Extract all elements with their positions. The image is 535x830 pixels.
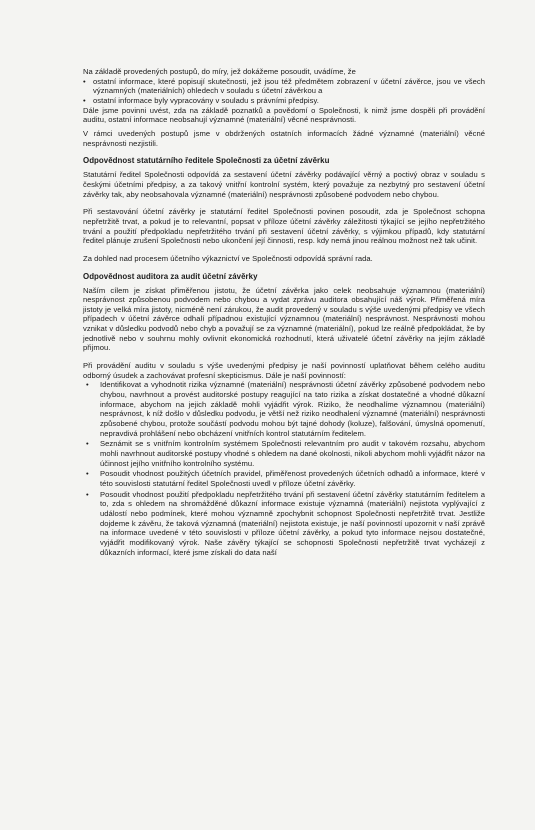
- list-item: • ostatní informace byly vypracovány v souladu s právními předpisy.: [83, 96, 485, 106]
- auditor-duties-list: [83, 380, 485, 557]
- auditor-paragraph-2: Při provádění auditu v souladu s výše uvedenými předpisy je naší povinností uplatňovat během celého auditu odborný úsudek a zachovávat profesní skepticismus. Dále je naší povinností:: [83, 361, 485, 380]
- list-item: • Posoudit vhodnost použití předpokladu nepřetržitého trvání při sestavení účetní závěrky statutárním ředitelem a to, zda s ohledem na shromážděné důkazní informace existuje významná (materiální) nejistota vyplývající z událostí nebo podmínek, které mohou významně zpochybnit schopnost Společnosti nepřetržitě trvat. Jestliže dojdeme k závěru, že taková významná (materiální) nejistota existuje, je naší povinností upozornit v naší zprávě na informace uvedené v této souvislosti v příloze účetní závěrky, a pokud tyto informace nejsou dostatečné, vyjádřit modifikovaný výrok. Naše závěry týkající se schopnosti Společnosti nepřetržitě trvat vycházejí z důkazních informací, které jsme získali do data naší: [83, 490, 485, 558]
- list-item: • Identifikovat a vyhodnotit rizika významné (materiální) nesprávnosti účetní závěrky způsobené podvodem nebo chybou, navrhnout a provést auditorské postupy reagující na tato rizika a získat dostatečné a vhodné důkazní informace, abychom na jejich základě mohli vyjádřit výrok. Riziko, že neodhalíme významnou (materiální) nesprávnost, k níž došlo v důsledku podvodu, je větší než riziko neodhalení významné (materiální) nesprávnosti způsobené chybou, protože součástí podvodu mohou být tajné dohody (koluze), falšování, úmyslná opomenutí, nepravdivá prohlášení nebo obcházení vnitřních kontrol statutárním ředitelem.: [83, 380, 485, 438]
- statutory-paragraph-2: Při sestavování účetní závěrky je statutární ředitel Společnosti povinen posoudit, zda je Společnost schopna nepřetržitě trvat, a pokud je to relevantní, popsat v příloze účetní závěrky záležitosti týkající se jejího nepřetržitého trvání a použití předpokladu nepřetržitého trvání při sestavení účetní závěrky, s výjimkou případů, kdy statutární ředitel plánuje zrušení Společnosti nebo ukončení její činnosti, resp. kdy nemá jinou reálnou možnost než tak učinit.: [83, 207, 485, 246]
- intro-bullet-list: [83, 77, 485, 106]
- section-heading-auditor: Odpovědnost auditora za audit účetní závěrky: [83, 271, 258, 281]
- list-item: • Seznámit se s vnitřním kontrolním systémem Společnosti relevantním pro audit v takovém rozsahu, abychom mohli navrhnout auditorské postupy vhodné s ohledem na dané okolnosti, nikoli abychom mohli vyjádřit názor na účinnost jejího vnitřního kontrolního systému.: [83, 439, 485, 468]
- statutory-paragraph-3: Za dohled nad procesem účetního výkaznictví ve Společnosti odpovídá správní rada.: [83, 253, 373, 263]
- list-item: • Posoudit vhodnost použitých účetních pravidel, přiměřenost provedených účetních odhadů a informace, které v této souvislosti statutární ředitel Společnosti uvedl v příloze účetní závěrky.: [83, 469, 485, 488]
- findings-paragraph: V rámci uvedených postupů jsme v obdržených ostatních informacích žádné významné (materiální) věcné nesprávnosti nezjistili.: [83, 128, 485, 148]
- duty-paragraph: Dále jsme povinni uvést, zda na základě poznatků a povědomí o Společnosti, k nimž jsme dospěli při provádění auditu, ostatní informace neobsahují významné (materiální) věcné nesprávnosti.: [83, 105, 485, 125]
- auditor-paragraph-1: Naším cílem je získat přiměřenou jistotu, že účetní závěrka jako celek neobsahuje významnou (materiální) nesprávnost způsobenou podvodem nebo chybou a vydat zprávu auditora obsahující náš výrok. Přiměřená míra jistoty je velká míra jistoty, nicméně není zárukou, že audit provedený v souladu s výše uvedenými předpisy ve všech případech v účetní závěrce odhalí případnou existující významnou (materiální) nesprávnost. Nesprávnosti mohou vznikat v důsledku podvodů nebo chyb a považují se za významné (materiální), pokud lze reálně předpokládat, že by jednotlivě nebo v souhrnu mohly ovlivnit ekonomická rozhodnutí, která uživatelé účetní závěrky na jejím základě přijmou.: [83, 285, 485, 353]
- intro-text: Na základě provedených postupů, do míry, jež dokážeme posoudit, uvádíme, že: [83, 67, 356, 76]
- statutory-paragraph-1: Statutární ředitel Společnosti odpovídá za sestavení účetní závěrky podávající věrný a poctivý obraz v souladu s českými účetními předpisy, a za takový vnitřní kontrolní systém, který považuje za nezbytný pro sestavení účetní závěrky tak, aby neobsahovala významné (materiální) nesprávnosti způsobené podvodem nebo chybou.: [83, 170, 485, 199]
- list-item: • ostatní informace, které popisují skutečnosti, jež jsou též předmětem zobrazení v účetní závěrce, jsou ve všech významných (materiálních) ohledech v souladu s účetní závěrkou a: [83, 77, 485, 96]
- section-heading-statutory: Odpovědnost statutárního ředitele Společnosti za účetní závěrku: [83, 156, 330, 166]
